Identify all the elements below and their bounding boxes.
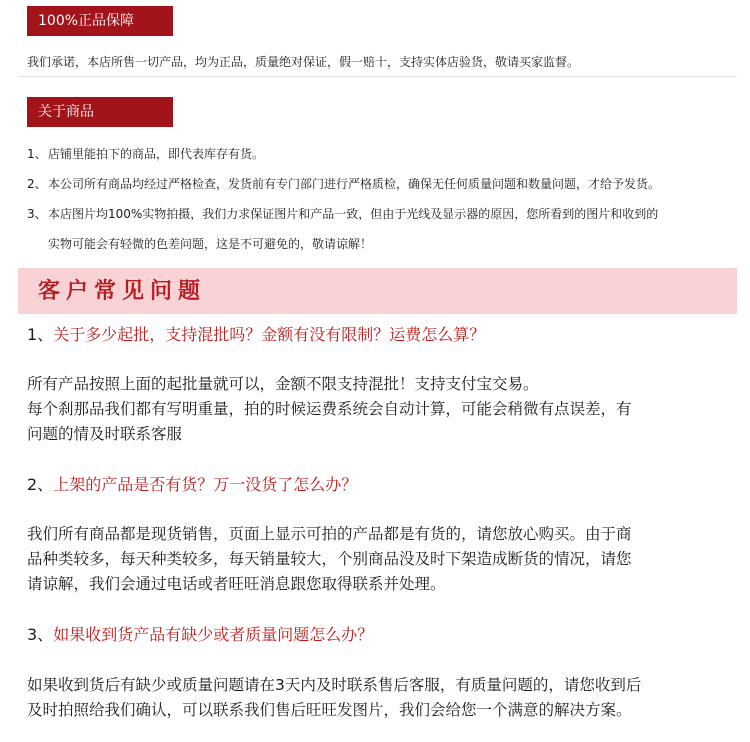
faq-answer-1-line-2: 每个刹那品我们都有写明重量，拍的时候运费系统会自动计算，可能会稍微有点误差，有 [27, 400, 632, 418]
faq-question-text: 关于多少起批，支持混批吗？金额有没有限制？运费怎么算？ [53, 325, 486, 344]
about-item-2-text: 本公司所有商品均经过严格检查，发货前有专门部门进行严格质检，确保无任何质量问题和数量问题，才给予发货。 [48, 177, 661, 191]
about-item-2-num: 2、 [27, 177, 47, 191]
about-item-3-num: 3、 [27, 207, 47, 221]
about-header: 关于商品 [27, 97, 173, 127]
faq-question-number: 1、 [27, 325, 54, 344]
faq-question-2 [27, 474, 357, 496]
faq-answer-3-line-2: 及时拍照给我们确认，可以联系我们售后旺旺发图片，我们会给您一个满意的解决方案。 [27, 701, 632, 719]
about-item-3-text: 本店图片均100%实物拍摄，我们力求保证图片和产品一致，但由于光线及显示器的原因，您所看到的图片和收到的 [48, 207, 659, 221]
guarantee-header: 100%正品保障 [27, 6, 173, 36]
faq-question-text: 上架的产品是否有货？万一没货了怎么办？ [53, 475, 358, 494]
faq-question-text: 如果收到货产品有缺少或者质量问题怎么办？ [53, 625, 374, 644]
faq-title: 客户常见问题 [38, 278, 207, 304]
about-item-3-continued: 实物可能会有轻微的色差问题，这是不可避免的，敬请谅解！ [48, 237, 373, 251]
faq-answer-1-line-1: 所有产品按照上面的起批量就可以，金额不限支持混批！支持支付宝交易。 [27, 375, 539, 393]
faq-answer-3-line-1: 如果收到货后有缺少或质量问题请在3天内及时联系售后客服，有质量问题的，请您收到后 [27, 676, 642, 694]
faq-answer-2-line-3: 请谅解，我们会通过电话或者旺旺消息跟您取得联系并处理。 [27, 575, 446, 593]
guarantee-text: 我们承诺，本店所售一切产品，均为正品，质量绝对保证，假一赔十，支持实体店验货，敬请买家监督。 [27, 55, 580, 69]
faq-question-number: 2、 [27, 475, 54, 494]
about-item-1-num: 1、 [27, 147, 47, 161]
faq-answer-2-line-2: 品种类较多，每天种类较多，每天销量较大，个别商品没及时下架造成断货的情况，请您 [27, 550, 632, 568]
divider [18, 76, 737, 77]
faq-question-1 [27, 324, 485, 346]
faq-question-number: 3、 [27, 625, 54, 644]
faq-banner [18, 268, 737, 314]
faq-answer-2-line-1: 我们所有商品都是现货销售，页面上显示可拍的产品都是有货的，请您放心购买。由于商 [27, 525, 632, 543]
faq-answer-1-line-3: 问题的情及时联系客服 [27, 425, 183, 443]
about-item-1-text: 店铺里能拍下的商品，即代表库存有货。 [48, 147, 265, 161]
faq-question-3 [27, 624, 373, 646]
